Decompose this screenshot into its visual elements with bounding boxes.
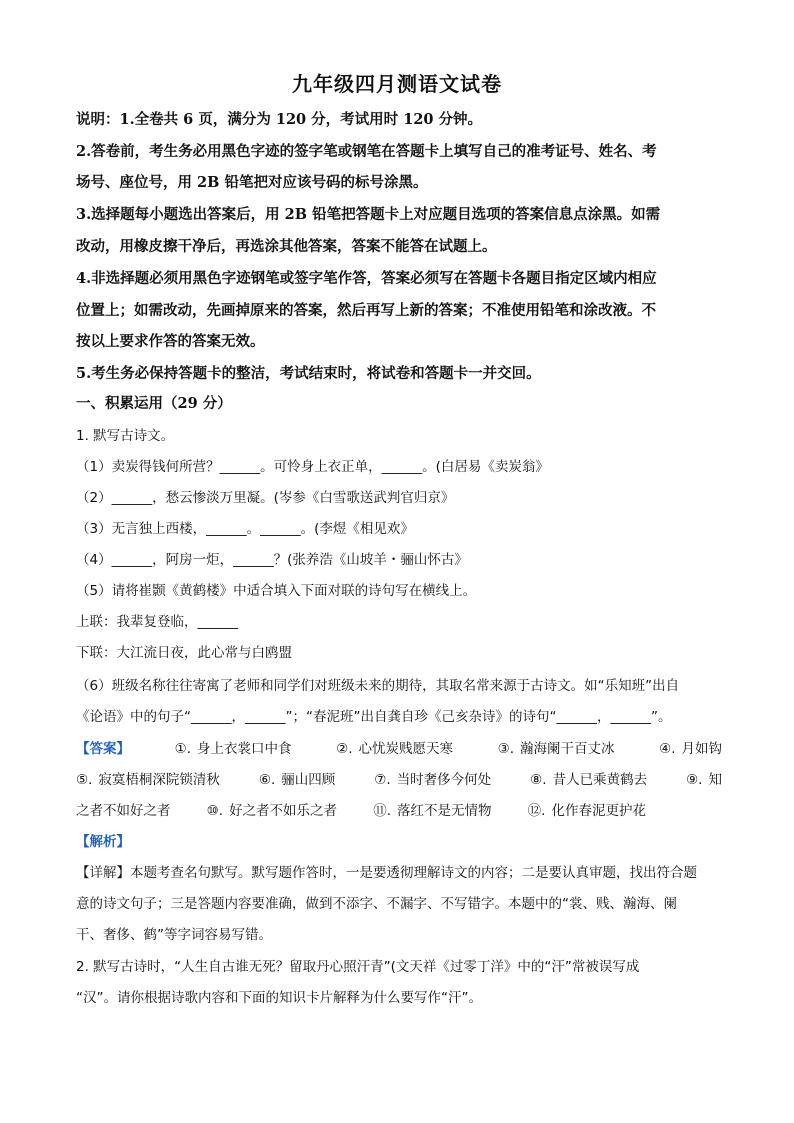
answer-text: 知 bbox=[708, 772, 722, 788]
answer-row bbox=[76, 737, 722, 757]
question-1-item: （2）______，愁云惨淡万里凝。(岑参《白雪歌送武判官归京》 bbox=[76, 490, 455, 506]
analysis-line: 意的诗文句子；三是答题内容要准确，做到不添字、不漏字、不写错字。本题中的“裳、贱、瀚海、阑 bbox=[76, 896, 677, 912]
question-1-item: （1）卖炭得钱何所营？______。可怜身上衣正单，______。(白居易《卖炭翁》 bbox=[76, 459, 549, 475]
answer-number: ⑦. bbox=[374, 772, 391, 788]
answer-item bbox=[528, 799, 646, 819]
answer-item bbox=[76, 768, 220, 788]
question-2-line: “汉”。请你根据诗歌内容和下面的知识卡片解释为什么要写作“汗”。 bbox=[76, 990, 482, 1006]
answer-text: 月如钩 bbox=[681, 741, 722, 757]
answer-text: 寂寞梧桐深院锁清秋 bbox=[98, 772, 220, 788]
instruction-line: 说明：1.全卷共 6 页，满分为 120 分，考试用时 120 分钟。 bbox=[76, 111, 483, 128]
answer-item bbox=[175, 737, 292, 757]
question-1-stem: 1. 默写古诗文。 bbox=[76, 428, 175, 444]
answer-number: ⑧. bbox=[530, 772, 547, 788]
question-1-item: （5）请将崔颢《黄鹤楼》中适合填入下面对联的诗句写在横线上。 bbox=[76, 583, 477, 599]
answer-text: 心忧炭贱愿天寒 bbox=[358, 741, 453, 757]
answer-item bbox=[259, 768, 335, 788]
instruction-line: 按以上要求作答的答案无效。 bbox=[76, 333, 265, 350]
answer-number: ④. bbox=[659, 741, 676, 757]
analysis-line: 【详解】本题考查名句默写。默写题作答时，一是要透彻理解诗文的内容；二是要认真审题，找出符合题 bbox=[76, 865, 697, 881]
answer-item bbox=[530, 768, 647, 788]
answer-text: 落红不是无情物 bbox=[397, 803, 492, 819]
answer-item bbox=[686, 768, 722, 788]
section-heading: 一、积累运用（29 分） bbox=[76, 395, 232, 412]
page-title: 九年级四月测语文试卷 bbox=[292, 72, 502, 96]
answer-label: 【答案】 bbox=[76, 741, 130, 757]
answer-item bbox=[373, 799, 491, 819]
answer-text: 身上衣裳口中食 bbox=[197, 741, 292, 757]
answer-number: ①. bbox=[174, 741, 191, 757]
question-1-item: （3）无言独上西楼，______。______。(李煜《相见欢》 bbox=[76, 521, 414, 537]
answer-text: 好之者不如乐之者 bbox=[229, 803, 338, 819]
instruction-line: 4.非选择题必须用黑色字迹钢笔或签字笔作答，答案必须写在答题卡各题目指定区域内相应 bbox=[76, 270, 657, 287]
answer-text: 化作春泥更护花 bbox=[551, 803, 646, 819]
answer-text: 瀚海阑干百丈冰 bbox=[520, 741, 615, 757]
instruction-line: 改动，用橡皮擦干净后，再选涂其他答案，答案不能答在试题上。 bbox=[76, 238, 497, 255]
question-2-line: 2. 默写古诗时，“人生自古谁无死？留取丹心照汗青”(文天祥《过零丁洋》中的“汗”常被误写成 bbox=[76, 959, 640, 975]
answer-number: ⑤. bbox=[76, 772, 93, 788]
answer-number: ②. bbox=[336, 741, 353, 757]
answer-item bbox=[498, 737, 615, 757]
instruction-line: 场号、座位号，用 2B 铅笔把对应该号码的标号涂黑。 bbox=[76, 174, 428, 191]
question-1-item: 《论语》中的句子“______，______”；“春泥班”出自龚自珍《己亥杂诗》的诗句“______，______”。 bbox=[76, 709, 672, 725]
answer-number: ③. bbox=[497, 741, 514, 757]
answer-row bbox=[76, 768, 722, 788]
instruction-line: 3.选择题每小题选出答案后，用 2B 铅笔把答题卡上对应题目选项的答案信息点涂黑。如需 bbox=[76, 206, 661, 223]
answer-number: ⑫. bbox=[527, 803, 546, 819]
answer-item bbox=[207, 799, 337, 819]
answer-item bbox=[336, 737, 453, 757]
answer-number: ⑨. bbox=[686, 772, 703, 788]
answer-item bbox=[374, 768, 491, 788]
couplet-upper: 上联：我辈复登临，______ bbox=[76, 614, 238, 630]
answer-item bbox=[659, 737, 722, 757]
instruction-line: 2.答卷前，考生务必用黑色字迹的签字笔或钢笔在答题卡上填写自己的准考证号、姓名、考 bbox=[76, 143, 657, 160]
analysis-line: 干、奢侈、鹤”等字词容易写错。 bbox=[76, 927, 272, 943]
answer-text: 昔人已乘黄鹤去 bbox=[552, 772, 648, 788]
question-1-item: （6）班级名称往往寄寓了老师和同学们对班级未来的期待，其取名常来源于古诗文。如“乐知班”出自 bbox=[76, 678, 680, 694]
instruction-line: 位置上；如需改动，先画掉原来的答案，然后再写上新的答案；不准使用铅笔和涂改液。不 bbox=[76, 302, 656, 319]
answer-row bbox=[76, 799, 646, 819]
couplet-lower: 下联：大江流日夜，此心常与白鸥盟 bbox=[76, 645, 292, 661]
analysis-label: 【解析】 bbox=[76, 834, 130, 850]
answer-number: ⑪. bbox=[373, 803, 392, 819]
answer-number: ⑩. bbox=[206, 803, 224, 819]
answer-text: 当时奢侈今何处 bbox=[396, 772, 492, 788]
instruction-line: 5.考生务必保持答题卡的整洁，考试结束时，将试卷和答题卡一并交回。 bbox=[76, 365, 541, 382]
question-1-item: （4）______，阿房一炬，______？(张养浩《山坡羊・骊山怀古》 bbox=[76, 552, 468, 568]
answer-number: ⑥. bbox=[258, 772, 276, 788]
answer-text: 骊山四顾 bbox=[281, 772, 336, 788]
answer-text: 之者不如好之者 bbox=[76, 803, 171, 819]
